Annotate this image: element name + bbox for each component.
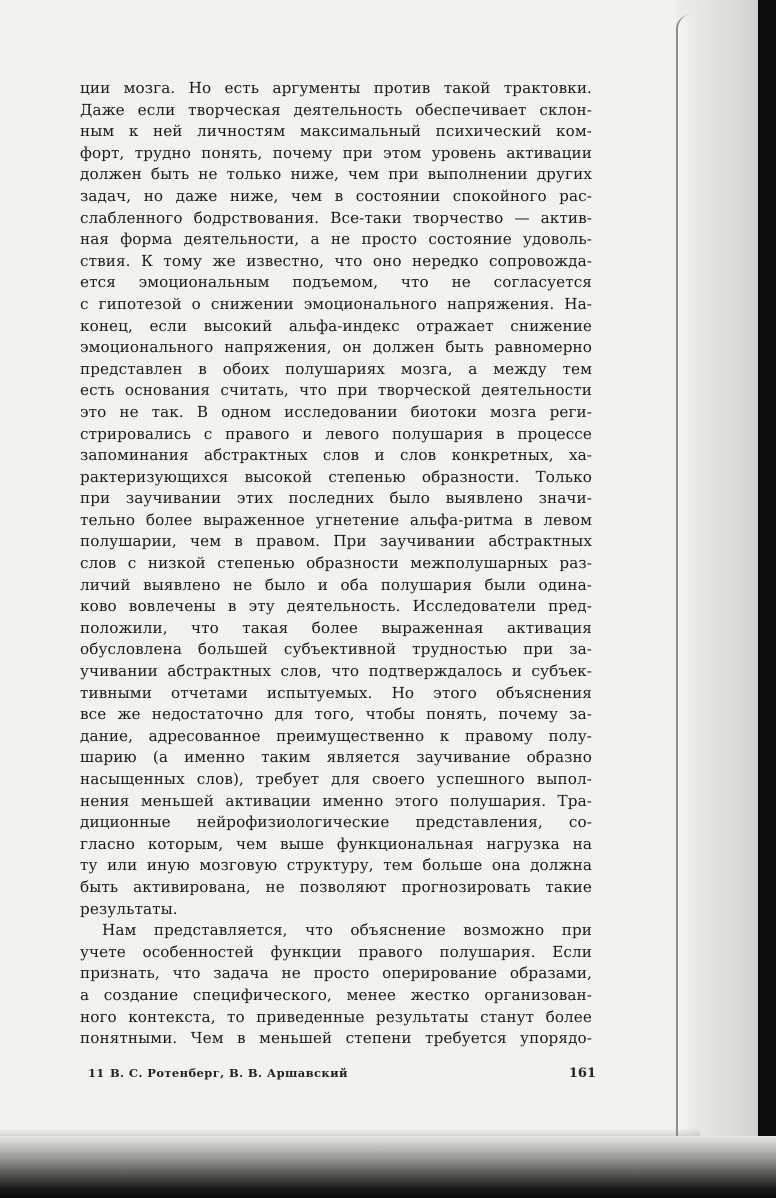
text-line: это не так. В одном исследовании биотоки мозга реги- — [80, 402, 592, 421]
text-line: нения меньшей активации именно этого полушария. Тра- — [80, 791, 592, 810]
text-line: признать, что задача не просто оперирование образами, — [80, 964, 592, 983]
footer-authors: В. С. Ротенберг, В. В. Аршавский — [110, 1066, 348, 1080]
text-line: обусловлена большей субъективной трудностью при за- — [80, 640, 592, 659]
text-line: полушарии, чем в правом. При заучивании абстрактных — [80, 532, 592, 551]
text-line: быть активирована, не позволяют прогнозировать такие — [80, 877, 592, 896]
text-line: тивными отчетами испытуемых. Но этого объяснения — [80, 683, 592, 702]
text-line: результаты. — [80, 899, 178, 918]
text-line: дание, адресованное преимущественно к правому полу- — [80, 726, 592, 745]
text-line: задач, но даже ниже, чем в состоянии спокойного рас- — [80, 186, 592, 205]
text-line: учете особенностей функции правого полушария. Если — [80, 942, 592, 961]
text-line: конец, если высокий альфа-индекс отражает снижение — [80, 316, 592, 335]
scan-border-right — [758, 0, 776, 1198]
text-line: ная форма деятельности, а не просто состояние удоволь- — [80, 230, 592, 249]
text-line: все же недостаточно для того, чтобы понять, почему за- — [80, 705, 592, 724]
page-edge-curl — [676, 15, 700, 1145]
body-text — [80, 78, 592, 1050]
text-line: гласно которым, чем выше функциональная нагрузка на — [80, 834, 592, 853]
text-line: ту или иную мозговую структуру, тем больше она должна — [80, 856, 592, 875]
text-line: шарию (а именно таким является заучивание образно — [80, 748, 592, 767]
text-line: а создание специфического, менее жестко организован- — [80, 985, 592, 1004]
text-line: ным к ней личностям максимальный психический ком- — [80, 122, 592, 141]
text-line: форт, трудно понять, почему при этом уровень активации — [80, 143, 592, 162]
text-line: слабленного бодрствования. Все-таки творчество — актив- — [80, 208, 592, 227]
text-line: запоминания абстрактных слов и слов конкретных, ха- — [80, 446, 592, 465]
text-line: с гипотезой о снижении эмоционального напряжения. На- — [80, 294, 592, 313]
text-line: стрировались с правого и левого полушария в процессе — [80, 424, 592, 443]
text-line: представлен в обоих полушариях мозга, а между тем — [80, 359, 592, 378]
text-line: понятными. Чем в меньшей степени требуется упорядо- — [80, 1029, 592, 1048]
text-line: личий выявлено не было и оба полушария были одина- — [80, 575, 592, 594]
text-line: есть основания считать, что при творческой деятельности — [80, 381, 592, 400]
text-line: насыщенных слов), требует для своего успешного выпол- — [80, 770, 592, 788]
text-line: положили, что такая более выраженная активация — [80, 618, 592, 637]
text-line: учивании абстрактных слов, что подтверждалось и субъек- — [80, 662, 592, 681]
scan-border-bottom — [0, 1136, 776, 1198]
text-line: ется эмоциональным подъемом, что не согласуется — [80, 273, 592, 292]
text-line: ково вовлечены в эту деятельность. Исследователи пред- — [80, 597, 592, 616]
text-line: ции мозга. Но есть аргументы против такой трактовки. — [80, 79, 592, 97]
text-line: тельно более выраженное угнетение альфа-ритма в левом — [80, 510, 592, 529]
text-line: эмоционального напряжения, он должен быть равномерно — [80, 338, 592, 357]
page-footer — [88, 1066, 598, 1086]
text-line: диционные нейрофизиологические представления, со- — [80, 813, 592, 832]
text-line: Нам представляется, что объяснение возможно при — [102, 921, 592, 940]
text-line: слов с низкой степенью образности межполушарных раз- — [80, 554, 592, 573]
signature-mark: 11 — [88, 1066, 105, 1080]
text-line: при заучивании этих последних было выявлено значи- — [80, 489, 592, 508]
text-line: рактеризующихся высокой степенью образности. Только — [80, 467, 592, 486]
text-line: должен быть не только ниже, чем при выполнении других — [80, 165, 592, 184]
text-line: ного контекста, то приведенные результаты станут более — [80, 1007, 592, 1026]
text-line: ствия. К тому же известно, что оно нередко сопровожда- — [80, 251, 592, 270]
text-line: Даже если творческая деятельность обеспечивает склон- — [80, 100, 592, 119]
page-number: 161 — [568, 1066, 596, 1081]
